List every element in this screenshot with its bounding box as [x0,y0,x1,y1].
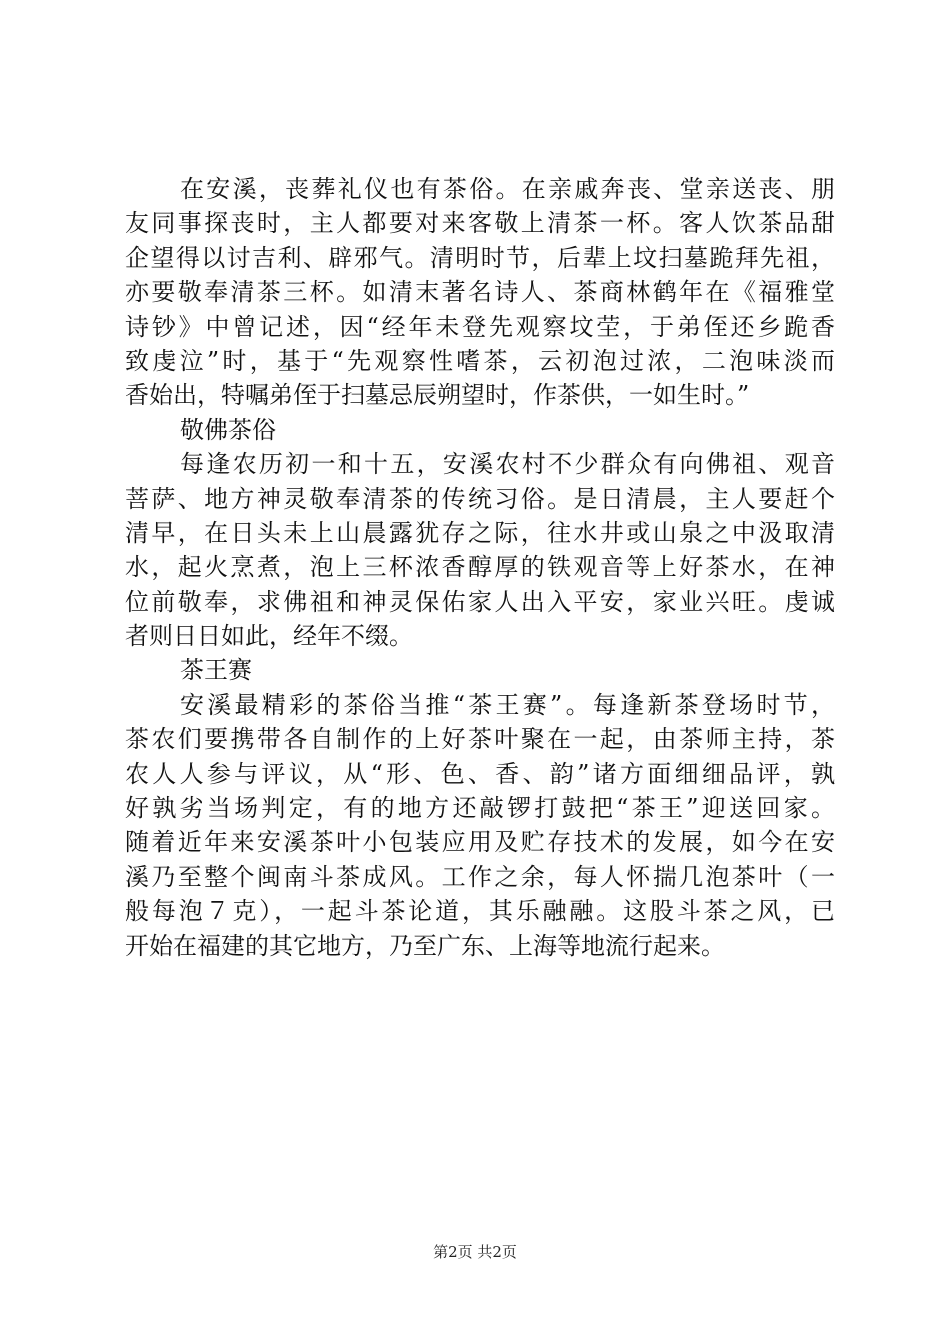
paragraph-line: 茶农们要携带各自制作的上好茶叶聚在一起，由茶师主持，茶 [125,725,835,754]
paragraph-line: 随着近年来安溪茶叶小包装应用及贮存技术的发展，如今在安 [125,828,835,857]
paragraph-line: 香始出，特嘱弟侄于扫墓忌辰朔望时，作茶供，一如生时。” [125,381,750,410]
paragraph-line: 清早，在日头未上山晨露犹存之际，往水井或山泉之中汲取清 [125,518,835,547]
paragraph-line: 诗钞》中曾记述，因“经年未登先观察坟茔，于弟侄还乡跪香 [125,312,835,341]
paragraph-line: 溪乃至整个闽南斗茶成风。工作之余，每人怀揣几泡茶叶（一 [125,862,835,891]
paragraph-line: 者则日日如此，经年不缀。 [125,622,413,651]
paragraph-line: 开始在福建的其它地方，乃至广东、上海等地流行起来。 [125,931,725,960]
paragraph-line: 企望得以讨吉利、辟邪气。清明时节，后辈上坟扫墓跪拜先祖， [125,243,835,272]
page-footer: 第2页 共2页 [433,1243,517,1261]
paragraph-line: 般每泡７克），一起斗茶论道，其乐融融。这股斗茶之风，已 [125,897,835,926]
paragraph-line: 每逢农历初一和十五，安溪农村不少群众有向佛祖、观音 [180,450,835,479]
paragraph-line: 位前敬奉，求佛祖和神灵保佑家人出入平安，家业兴旺。虔诚 [125,587,835,616]
document-body [125,172,835,963]
paragraph-line: 好孰劣当场判定，有的地方还敲锣打鼓把“茶王”迎送回家。 [125,794,835,823]
section-heading: 茶王赛 [180,656,252,685]
paragraph-line: 致虔泣”时，基于“先观察性嗜茶，云初泡过浓，二泡味淡而 [125,346,835,375]
paragraph-line: 在安溪，丧葬礼仪也有茶俗。在亲戚奔丧、堂亲送丧、朋 [180,175,835,203]
paragraph-line: 菩萨、地方神灵敬奉清茶的传统习俗。是日清晨，主人要赶个 [125,484,835,513]
section-heading: 敬佛茶俗 [180,415,276,444]
paragraph-line: 安溪最精彩的茶俗当推“茶王赛”。每逢新茶登场时节， [180,690,835,719]
paragraph-line: 友同事探丧时，主人都要对来客敬上清茶一杯。客人饮茶品甜 [125,209,835,238]
paragraph-line: 农人人参与评议，从“形、色、香、韵”诸方面细细品评，孰 [125,759,835,788]
paragraph-line: 水，起火烹煮，泡上三杯浓香醇厚的铁观音等上好茶水，在神 [125,553,835,582]
paragraph-line: 亦要敬奉清茶三杯。如清末著名诗人、茶商林鹤年在《福雅堂 [125,278,835,307]
